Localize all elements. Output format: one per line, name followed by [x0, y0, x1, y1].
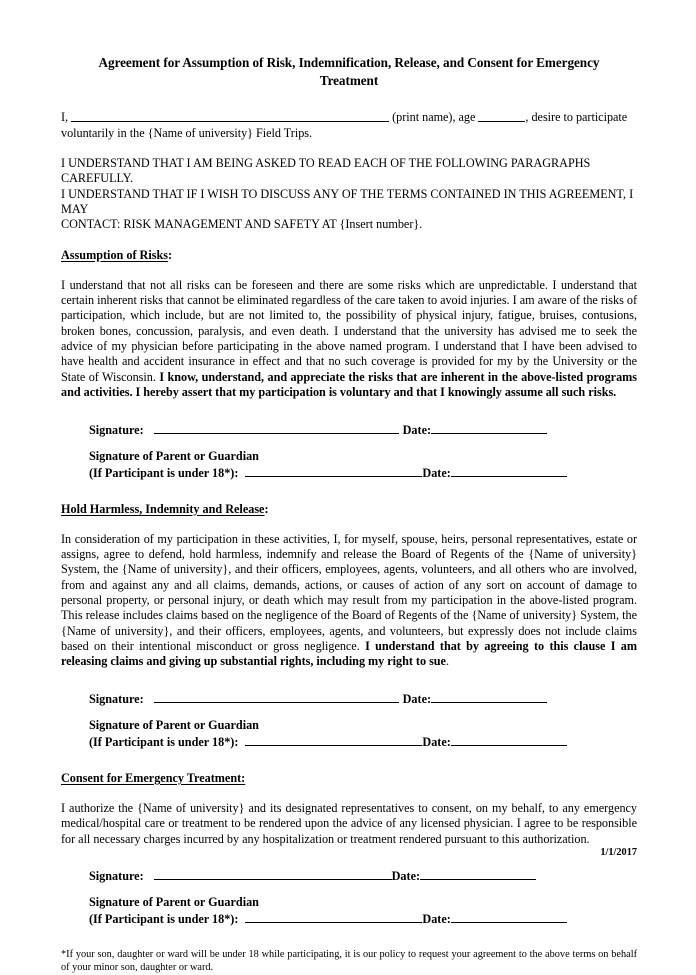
hold-harmless-paragraph	[61, 532, 637, 670]
guardian-signature-input-line[interactable]	[245, 464, 422, 477]
guardian-label-line-1: Signature of Parent or Guardian	[89, 448, 259, 463]
date-label: Date:	[402, 692, 432, 707]
guardian-date-input-line[interactable]	[451, 733, 567, 746]
guardian-label-line-1: Signature of Parent or Guardian	[89, 718, 259, 733]
guardian-label-line-2: (If Participant is under 18*):	[89, 465, 239, 480]
guardian-signature-input-line[interactable]	[245, 911, 422, 924]
page-title: Agreement for Assumption of Risk, Indemnification, Release, and Consent for Emergency Treatment	[98, 55, 600, 88]
signature-block-assumption	[61, 421, 637, 480]
signature-row	[61, 691, 637, 708]
guardian-signature-row	[61, 911, 637, 928]
date-input-line[interactable]	[431, 421, 547, 434]
footer-date: 1/1/2017	[600, 847, 637, 858]
guardian-label-line-2: (If Participant is under 18*):	[89, 734, 239, 749]
hold-harmless-body-bold: I understand that by agreeing to this clause I am releasing claims and giving up substantial rights, including my right to sue	[61, 638, 638, 669]
guardian-date-label: Date:	[422, 912, 451, 927]
guardian-signature-row	[61, 733, 637, 750]
consent-paragraph: I authorize the {Name of university} and its designated representatives to consent, on my behalf, to any emergency medical/hospital care or treatment to be rendered upon the advice of any licensed physician. I agree to be responsible for all necessary charges incurred by any hospitalization or treatment rendered pursuant to this authorization.	[61, 800, 637, 846]
signature-block-consent	[61, 868, 637, 927]
heading-hold-harmless	[61, 502, 637, 517]
date-label: Date:	[402, 422, 432, 437]
date-input-line[interactable]	[420, 868, 536, 881]
intro-line-2: voluntarily in the {Name of university} Field Trips.	[61, 125, 313, 140]
notice-line-1: I UNDERSTAND THAT I AM BEING ASKED TO READ EACH OF THE FOLLOWING PARAGRAPHS CAREFULLY.	[61, 155, 591, 186]
notice-line-3: CONTACT: RISK MANAGEMENT AND SAFETY AT {Insert number}.	[61, 217, 423, 232]
notice-block	[61, 156, 637, 233]
guardian-label-line-2: (If Participant is under 18*):	[89, 912, 239, 927]
guardian-signature-input-line[interactable]	[245, 733, 422, 746]
heading-hold-harmless-text: Hold Harmless, Indemnity and Release	[61, 501, 265, 516]
heading-hold-harmless-colon: :	[264, 501, 269, 516]
intro-after-age: , desire to participate	[525, 110, 628, 125]
assumption-paragraph	[61, 278, 637, 401]
date-input-line[interactable]	[431, 691, 547, 704]
guardian-date-input-line[interactable]	[451, 464, 567, 477]
signature-row	[61, 421, 637, 438]
hold-harmless-body-plain: In consideration of my participation in these activities, I, for myself, spouse, heirs, personal representatives, estate or assigns, agree to defend, hold harmless, indemnify and release the Board of Regents of the {Name of university} System, the {Name of university}, and their officers, employees, agents, volunteers, and all others who are involved, from and against any and all claims, demands, actions, or causes of action of any sort on account of damage to personal property, or personal injury, or death which may result from my participation in the above-listed program. This release includes claims based on the negligence of the Board of Regents of the {Name of university} System, the {Name of university}, and their officers, employees, agents, and volunteers, but expressly does not include claims based on their intentional misconduct or gross negligence.	[61, 531, 637, 653]
guardian-date-input-line[interactable]	[451, 911, 567, 924]
assumption-body-plain: I understand that not all risks can be foreseen and there are some risks which are unpredictable. I understand that certain inherent risks that cannot be eliminated regardless of the care taken to avoid injuries. I am aware of the risks of participation, which include, but are not limited to, the possibility of physical injury, fatigue, bruises, contusions, broken bones, concussion, paralysis, and even death. I understand that the university has advised me to seek the advice of my physician before participating in the above named program. I understand that I have been advised to have health and accident insurance in effect and that no such coverage is provided for my by the University or the State of Wisconsin.	[61, 277, 637, 384]
signature-label: Signature:	[89, 692, 144, 707]
heading-assumption-colon: :	[168, 247, 173, 262]
notice-line-2: I UNDERSTAND THAT IF I WISH TO DISCUSS ANY OF THE TERMS CONTAINED IN THIS AGREEMENT, I MAY	[61, 186, 634, 217]
signature-input-line[interactable]	[154, 868, 392, 881]
guardian-label-line-1: Signature of Parent or Guardian	[89, 895, 259, 910]
intro-lead: I,	[61, 110, 69, 125]
intro-paragraph	[61, 110, 637, 141]
print-name-blank[interactable]	[71, 110, 389, 122]
age-blank[interactable]	[478, 110, 525, 122]
assumption-body-bold: I know, understand, and appreciate the risks that are inherent in the above-listed programs and activities. I hereby assert that my participation is voluntary and that I knowingly assume all such risks.	[61, 369, 637, 399]
heading-consent-text: Consent for Emergency Treatment:	[61, 770, 246, 785]
signature-label: Signature:	[89, 422, 144, 437]
date-label: Date:	[391, 869, 421, 884]
signature-row	[61, 868, 637, 885]
heading-assumption-of-risks	[61, 248, 637, 263]
heading-assumption-text: Assumption of Risks	[61, 247, 169, 262]
guardian-date-label: Date:	[422, 465, 451, 480]
signature-block-hold-harmless	[61, 691, 637, 750]
guardian-signature-row	[61, 464, 637, 481]
signature-label: Signature:	[89, 869, 144, 884]
footnote: *If your son, daughter or ward will be under 18 while participating, it is our policy to request your agreement to the above terms on behalf of your minor son, daughter or ward.	[61, 949, 637, 974]
signature-input-line[interactable]	[154, 421, 399, 434]
signature-input-line[interactable]	[154, 691, 399, 704]
hold-harmless-body-tail: .	[445, 654, 449, 669]
heading-consent-emergency	[61, 771, 637, 786]
guardian-date-label: Date:	[422, 734, 451, 749]
intro-after-name: (print name), age	[392, 110, 476, 125]
